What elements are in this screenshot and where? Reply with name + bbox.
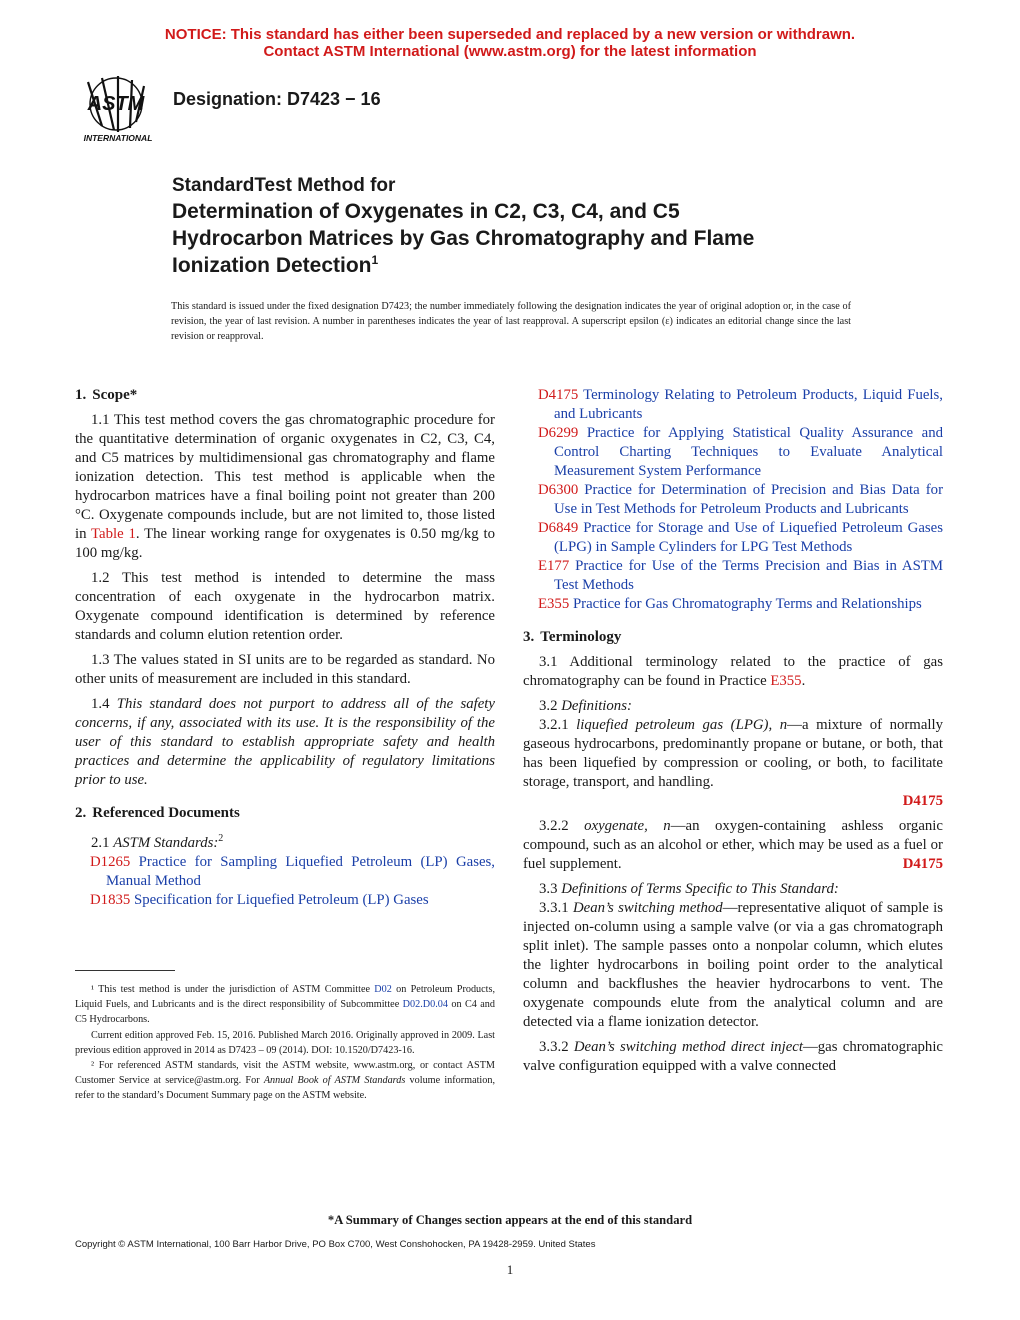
summary-note: *A Summary of Changes section appears at the end of this standard [327,1213,693,1227]
reference-code[interactable]: D6849 [538,520,579,536]
astm-logo-icon [74,74,162,144]
reference-code[interactable]: D1835 [90,891,131,908]
reference-title[interactable]: Practice for Gas Chromatography Terms and Relationships [572,596,922,612]
reference-title[interactable]: Practice for Applying Statistical Quality Assurance and Control Charting Techniques to Evaluate Analytical Measurement System Performance [554,425,943,479]
svg-text:INTERNATIONAL: INTERNATIONAL [83,133,153,143]
title-line-3: Ionization Detection$^1$ [172,253,379,277]
notice-line-1: NOTICE: This standard has either been superseded and replaced by a new version or withdrawn. [164,26,856,43]
reference-item[interactable] [75,891,495,910]
paragraph-3-2: 3.2 Definitions: [539,698,632,714]
page-number: 1 [506,1262,514,1277]
title-footnote-mark[interactable]: 1 [371,253,379,267]
reference-item[interactable] [75,853,495,891]
title-prefix: StandardTest Method for [172,175,396,196]
footnote-edition: Current edition approved Feb. 15, 2016. Published March 2016. Originally approved in 2009. Last previous edition approved in 2014 as D7423 – 09 (2014). DOI: 10.1520/D7423-16. [75,1029,495,1056]
paragraph-1-1: 1.1 This test method covers the gas chromatographic procedure for the quantitative determination of organic oxygenates in C2, C3, C4, and C5 matrices by multidimensional gas chromatography and flame ionization detection. This test method is applicable when the hydrocarbon matrices have a final boiling point not greater than 200 °C. Oxygenate compounds include, but are not limited to, those listed in Table 1. The linear working range for oxygenates is 0.50 mg/kg to 100 mg/kg. [75,412,495,561]
withdrawal-notice [0,26,1020,60]
issue-note: This standard is issued under the fixed designation D7423; the number immediately following the designation indicates the year of original adoption or, in the case of revision, the year of last revision. A number in parentheses indicates the year of last reapproval. A superscript epsilon (ε) indicates an editorial change since the last revision or reapproval. [171,301,851,342]
source-d4175-link[interactable]: D4175 [902,793,943,809]
source-d4175-link[interactable]: D4175 [902,856,943,872]
reference-title[interactable]: Specification for Liquefied Petroleum (LP) Gases [133,891,429,908]
title-line-2: Hydrocarbon Matrices by Gas Chromatography and Flame [172,227,755,250]
section-terminology-heading: 3. Terminology [523,629,622,645]
paragraph-1-3: 1.3 The values stated in SI units are to be regarded as standard. No other units of measurement are included in this standard. [75,652,495,687]
e355-link[interactable]: E355 [770,673,802,689]
reference-title[interactable]: Practice for Storage and Use of Liquefied Petroleum Gases (LPG) in Sample Cylinders for LPG Test Methods [554,520,944,555]
reference-code[interactable]: E177 [538,558,570,574]
paragraph-3-3-2: 3.3.2 Dean’s switching method direct inject—gas chromatographic valve configuration equipped with a valve connected [523,1039,944,1074]
designation: Designation: D7423 − 16 [173,89,381,109]
astm-logo [74,74,162,144]
reference-item[interactable] [523,595,943,614]
reference-item[interactable] [523,557,943,595]
reference-item[interactable] [523,386,943,424]
reference-title[interactable]: Terminology Relating to Petroleum Products, Liquid Fuels, and Lubricants [554,387,944,422]
reference-code[interactable]: D4175 [538,387,579,403]
reference-title[interactable]: Practice for Determination of Precision and Bias Data for Use in Test Methods for Petroleum Products and Lubricants [554,482,943,517]
title-line-1: Determination of Oxygenates in C2, C3, C4, and C5 [172,200,680,223]
committee-d02-link[interactable]: D02 [374,984,392,995]
section-scope-heading: 1. Scope* [75,387,138,403]
paragraph-3-3-1: 3.3.1 Dean’s switching method—representative aliquot of sample is injected on-column using a sample valve (or via a gas chromatograph split inlet). The sample passes onto a nonpolar column, which elutes the lighter hydrocarbons in boiling point order to the analytical column and backflushes the heavier hydrocarbons to vent. The oxygenate compounds elute from the analytical column and are detected via a flame ionization detector. [523,900,944,1030]
subcommittee-link[interactable]: D02.D0.04 [402,999,448,1011]
svg-text:ASTM: ASTM [87,93,145,115]
footnote-1: ¹ This test method is under the jurisdiction of ASTM Committee D02 on Petroleum Products, Liquid Fuels, and Lubricants and is the direct responsibility of Subcommittee D02.D0.04 on C4 and C5 Hydrocarbons. [75,984,495,1026]
paragraph-3-2-2: 3.2.2 oxygenate, n—an oxygen-containing ashless organic compound, such as an alcohol or ether, which may be used as a fuel or fuel supplement. [523,818,943,872]
reference-item[interactable] [523,481,943,519]
right-column [523,386,943,1076]
footnote-2: ² For referenced ASTM standards, visit the ASTM website, www.astm.org, or contact ASTM Customer Service at service@astm.org. For Annual Book of ASTM Standards volume information, refer to the standard’s Document Summary page on the ASTM website. [75,1060,495,1102]
reference-code[interactable]: D6300 [538,482,579,498]
copyright: Copyright © ASTM International, 100 Barr Harbor Drive, PO Box C700, West Conshohocken, PA 19428-2959. United States [75,1239,596,1250]
paragraph-3-2-1: 3.2.1 liquefied petroleum gas (LPG), n—a mixture of normally gaseous hydrocarbons, predominantly propane or butane, or both, that has been liquefied by compression or cooling, or both, to facilitate storage, transport, and handling. [523,717,944,790]
paragraph-3-3: 3.3 Definitions of Terms Specific to This Standard: [539,881,839,897]
reference-title[interactable]: Practice for Use of the Terms Precision and Bias in ASTM Test Methods [554,558,943,593]
table-1-link[interactable]: Table 1 [91,526,136,542]
paragraph-1-4: 1.4 This standard does not purport to address all of the safety concerns, if any, associated with its use. It is the responsibility of the user of this standard to establish appropriate safety and health practices and determine the applicability of regulatory limitations prior to use. [75,696,495,788]
paragraph-1-2: 1.2 This test method is intended to determine the mass concentration of each oxygenate in the hydrocarbon matrix. Oxygenate compound identification is determined by reference standards and column elution retention order. [75,570,495,643]
left-column [75,386,495,910]
paragraph-2-1: 2.1 ASTM Standards:$^2$ [91,833,224,851]
notice-line-2: Contact ASTM International (www.astm.org) for the latest information [263,43,757,60]
reference-code[interactable]: D6299 [538,425,579,441]
document-title [172,174,932,279]
reference-item[interactable] [523,519,943,557]
footnote-divider [75,970,175,971]
reference-code[interactable]: E355 [538,596,570,612]
reference-title[interactable]: Practice for Sampling Liquefied Petroleum (LP) Gases, Manual Method [106,853,495,889]
section-referenced-documents-heading: 2. Referenced Documents [75,805,240,821]
paragraph-3-1: 3.1 Additional terminology related to the practice of gas chromatography can be found in Practice E355. [523,654,943,689]
footnotes [75,982,495,1104]
reference-item[interactable] [523,424,943,481]
reference-code[interactable]: D1265 [90,853,131,870]
